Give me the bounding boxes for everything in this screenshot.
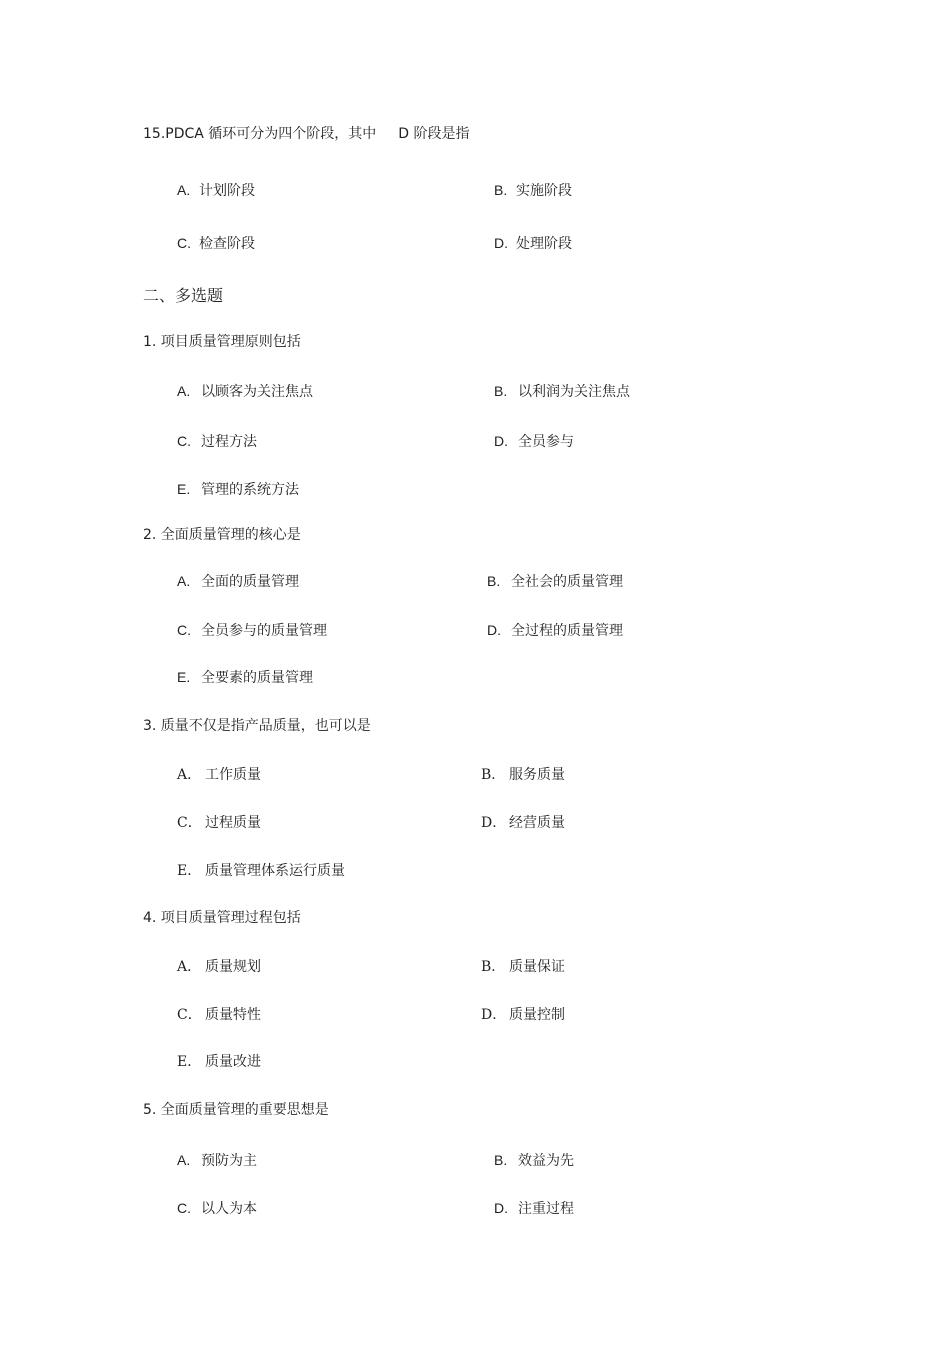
option-letter: C． <box>177 1007 202 1023</box>
option-text: 以人为本 <box>201 1201 257 1217</box>
question-15-stem <box>143 123 470 143</box>
option-text: 工作质量 <box>205 767 261 783</box>
option-letter: B． <box>481 767 506 783</box>
option-text: 注重过程 <box>518 1201 574 1217</box>
question-15-stem-part1: 15.PDCA 循环可分为四个阶段，其中 <box>143 126 377 142</box>
question-15-option-c <box>177 233 255 253</box>
question-4-option-c <box>177 1004 261 1024</box>
option-text: 服务质量 <box>509 767 565 783</box>
option-text: 全面的质量管理 <box>201 574 299 590</box>
question-5-option-c <box>177 1198 257 1218</box>
option-text: 全员参与的质量管理 <box>201 623 327 639</box>
option-letter: C． <box>177 815 202 831</box>
option-letter: D． <box>481 1007 507 1023</box>
option-text: 效益为先 <box>518 1153 574 1169</box>
question-5-option-d <box>494 1198 574 1218</box>
option-letter: E． <box>177 1054 202 1070</box>
option-text: 以顾客为关注焦点 <box>201 384 313 400</box>
option-text: 全要素的质量管理 <box>201 670 313 686</box>
option-text: 检查阶段 <box>199 236 255 252</box>
question-1-stem: 1. 项目质量管理原则包括 <box>143 334 301 350</box>
option-text: 质量控制 <box>509 1007 565 1023</box>
question-4-option-a <box>177 956 261 976</box>
option-letter: E． <box>177 863 202 879</box>
question-3-option-b <box>481 764 565 784</box>
question-4-option-e <box>177 1051 261 1071</box>
question-5-option-a <box>177 1150 257 1170</box>
section-title: 二、多选题 <box>143 286 224 305</box>
question-5-stem: 5. 全面质量管理的重要思想是 <box>143 1102 329 1118</box>
option-text: 经营质量 <box>509 815 565 831</box>
option-letter: A. <box>177 1152 191 1168</box>
option-letter: C. <box>177 433 191 449</box>
question-3-option-d <box>481 812 565 832</box>
option-text: 过程质量 <box>205 815 261 831</box>
option-letter: B. <box>494 182 508 198</box>
question-2-option-d <box>487 620 623 640</box>
option-letter: A. <box>177 573 191 589</box>
option-text: 预防为主 <box>201 1153 257 1169</box>
option-letter: D. <box>494 235 508 251</box>
option-text: 质量管理体系运行质量 <box>205 863 345 879</box>
question-4-option-d <box>481 1004 565 1024</box>
question-15-option-a <box>177 180 255 200</box>
option-text: 过程方法 <box>201 434 257 450</box>
question-2-option-e <box>177 667 313 687</box>
question-15-option-d <box>494 233 572 253</box>
option-letter: C. <box>177 622 191 638</box>
option-letter: A. <box>177 182 191 198</box>
option-text: 全员参与 <box>518 434 574 450</box>
question-15-stem-part2: D 阶段是指 <box>398 126 470 142</box>
option-letter: A． <box>177 959 202 975</box>
option-text: 处理阶段 <box>516 236 572 252</box>
option-text: 质量保证 <box>509 959 565 975</box>
option-text: 管理的系统方法 <box>201 482 299 498</box>
option-letter: D. <box>494 433 508 449</box>
option-letter: C. <box>177 235 191 251</box>
option-letter: E. <box>177 669 191 685</box>
option-text: 质量特性 <box>205 1007 261 1023</box>
option-letter: B. <box>494 383 508 399</box>
option-letter: D． <box>481 815 507 831</box>
question-1-option-d <box>494 431 574 451</box>
option-text: 全过程的质量管理 <box>511 623 623 639</box>
question-5-option-b <box>494 1150 574 1170</box>
question-15-option-b <box>494 180 572 200</box>
option-letter: E. <box>177 481 191 497</box>
option-text: 以利润为关注焦点 <box>518 384 630 400</box>
question-1-option-e <box>177 479 299 499</box>
option-letter: B． <box>481 959 506 975</box>
question-1-option-a <box>177 381 313 401</box>
option-text: 实施阶段 <box>516 183 572 199</box>
option-letter: A． <box>177 767 202 783</box>
option-letter: B. <box>487 573 501 589</box>
option-letter: C. <box>177 1200 191 1216</box>
question-4-option-b <box>481 956 565 976</box>
question-3-stem: 3. 质量不仅是指产品质量，也可以是 <box>143 718 371 734</box>
question-2-option-c <box>177 620 327 640</box>
question-1-option-b <box>494 381 630 401</box>
option-letter: D. <box>487 622 501 638</box>
question-1-option-c <box>177 431 257 451</box>
option-letter: B. <box>494 1152 508 1168</box>
question-2-stem: 2. 全面质量管理的核心是 <box>143 527 301 543</box>
question-3-option-a <box>177 764 261 784</box>
option-text: 全社会的质量管理 <box>511 574 623 590</box>
question-3-option-c <box>177 812 261 832</box>
question-2-option-b <box>487 571 623 591</box>
question-4-stem: 4. 项目质量管理过程包括 <box>143 910 301 926</box>
option-text: 质量规划 <box>205 959 261 975</box>
question-3-option-e <box>177 860 345 880</box>
option-letter: D. <box>494 1200 508 1216</box>
option-text: 质量改进 <box>205 1054 261 1070</box>
option-text: 计划阶段 <box>199 183 255 199</box>
option-letter: A. <box>177 383 191 399</box>
question-2-option-a <box>177 571 299 591</box>
